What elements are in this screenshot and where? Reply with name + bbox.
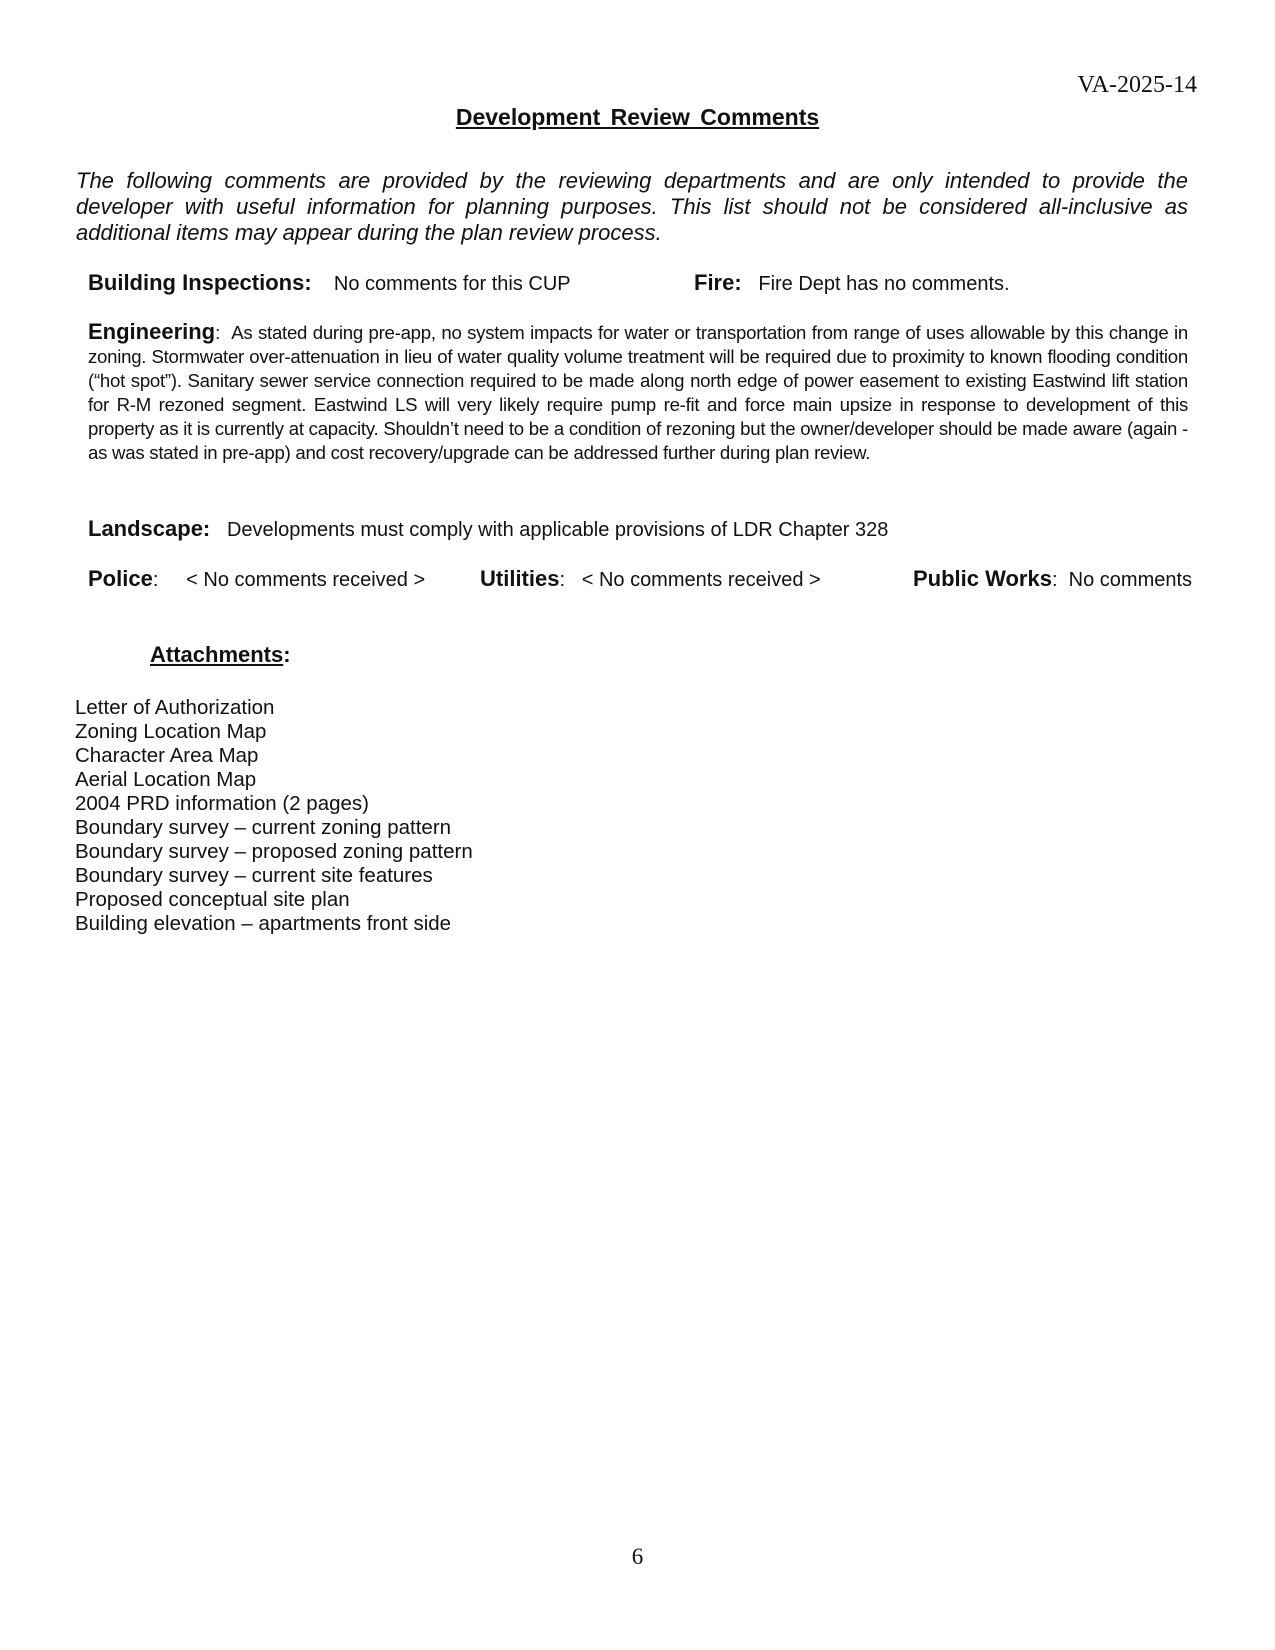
utilities-text: < No comments received > xyxy=(581,569,821,591)
attachment-item: 2004 PRD information (2 pages) xyxy=(75,792,369,815)
attachment-item: Letter of Authorization xyxy=(75,696,275,719)
police-colon: : xyxy=(152,569,159,591)
public-works-colon: : xyxy=(1051,569,1058,591)
police-comment xyxy=(88,566,425,592)
fire-text: Fire Dept has no comments. xyxy=(758,273,1010,295)
engineering-comment xyxy=(88,320,1188,465)
attachment-item: Boundary survey – proposed zoning pattern xyxy=(75,840,473,863)
attachment-item: Aerial Location Map xyxy=(75,768,257,791)
building-inspections-text: No comments for this CUP xyxy=(333,273,571,295)
attachment-item: Building elevation – apartments front side xyxy=(75,912,452,935)
attachment-item: Boundary survey – current zoning pattern xyxy=(75,816,452,839)
landscape-text: Developments must comply with applicable provisions of LDR Chapter 328 xyxy=(226,519,889,541)
engineering-colon: : xyxy=(215,322,221,343)
attachment-item: Zoning Location Map xyxy=(75,720,267,743)
fire-label: Fire: xyxy=(694,270,742,295)
engineering-label: Engineering xyxy=(88,319,216,344)
public-works-text: No comments xyxy=(1068,569,1193,591)
fire-comment xyxy=(694,270,1010,296)
engineering-text: As stated during pre-app, no system impacts for water or transportation from range of uses allowable by this change in zoning. Stormwater over-attenuation in lieu of water quality volume treatment will be required due to proximity to known flooding condition (“hot spot”). Sanitary sewer service connection required to be made along north edge of power easement to existing Eastwind lift station for R-M rezoned segment. Eastwind LS will very likely require pump re-fit and force main upsize in response to development of this property as it is currently at capacity. Shouldn’t need to be a condition of rezoning but the owner/developer should be made aware (again - as was stated in pre-app) and cost recovery/upgrade can be addressed further during plan review. xyxy=(88,322,1188,463)
public-works-comment xyxy=(913,566,1192,592)
police-label: Police xyxy=(88,566,153,591)
attachments-heading xyxy=(150,642,291,668)
attachments-list xyxy=(75,696,473,936)
page-title: Development Review Comments xyxy=(455,104,820,130)
public-works-label: Public Works xyxy=(913,566,1052,591)
utilities-label: Utilities xyxy=(480,566,560,591)
attachments-heading-colon: : xyxy=(283,642,291,667)
utilities-colon: : xyxy=(559,569,566,591)
attachments-heading-text: Attachments xyxy=(150,642,284,667)
police-text: < No comments received > xyxy=(186,569,426,591)
case-number: VA-2025-14 xyxy=(1077,72,1197,98)
attachment-item: Boundary survey – current site features xyxy=(75,864,433,887)
page-number: 6 xyxy=(631,1544,644,1569)
attachment-item: Proposed conceptual site plan xyxy=(75,888,350,911)
intro-paragraph: The following comments are provided by the reviewing departments and are only intended to provide the developer with useful information for planning purposes. This list should not be considered all-inclusive as additional items may appear during the plan review process. xyxy=(76,168,1188,245)
building-inspections-label: Building Inspections: xyxy=(88,270,312,295)
utilities-comment xyxy=(480,566,821,592)
landscape-comment xyxy=(88,516,888,542)
building-inspections-comment xyxy=(88,270,571,296)
attachment-item: Character Area Map xyxy=(75,744,259,767)
landscape-label: Landscape: xyxy=(88,516,211,541)
